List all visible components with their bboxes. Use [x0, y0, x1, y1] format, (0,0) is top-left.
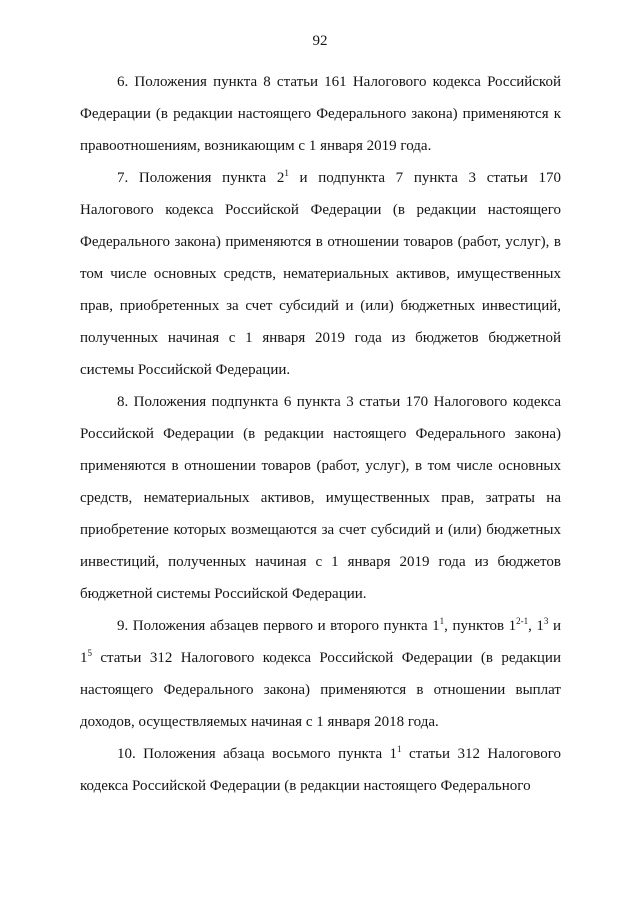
paragraph-7	[80, 162, 561, 386]
text-segment: , 1	[528, 618, 544, 634]
text-segment: и подпункта 7 пункта 3 статьи 170 Налогового кодекса Российской Федерации (в редакции настоящего Федерального закона) применяются в отношении товаров (работ, услуг), в том числе основных средств, нематериальных активов, имущественных прав, приобретенных за счет субсидий и (или) бюджетных инвестиций, полученных начиная с 1 января 2019 года из бюджетов бюджетной системы Российской Федерации.	[80, 170, 561, 378]
paragraph-10	[80, 738, 561, 802]
paragraph-6	[80, 66, 561, 162]
text-segment: , пунктов 1	[444, 618, 517, 634]
superscript-index: 5	[87, 648, 92, 658]
page-number: 92	[312, 33, 328, 49]
text-segment: 6. Положения пункта 8 статьи 161 Налогового кодекса Российской Федерации (в редакции настоящего Федерального закона) применяются к правоотношениям, возникающим с 1 января 2019 года.	[80, 74, 561, 154]
paragraph-8	[80, 386, 561, 610]
document-body	[80, 66, 561, 802]
text-segment: 7. Положения пункта 2	[117, 170, 285, 186]
text-segment: и 1	[80, 618, 562, 666]
superscript-index: 2-1	[516, 616, 529, 626]
text-segment: 8. Положения подпункта 6 пункта 3 статьи 170 Налогового кодекса Российской Федерации (в редакции настоящего Федерального закона) применяются в отношении товаров (работ, услуг), в том числе основных средств, нематериальных активов, имущественных прав, затраты на приобретение которых возмещаются за счет субсидий и (или) бюджетных инвестиций, полученных начиная с 1 января 2019 года из бюджетов бюджетной системы Российской Федерации.	[80, 394, 561, 602]
text-segment: статьи 312 Налогового кодекса Российской Федерации (в редакции настоящего Федерального закона) применяются в отношении выплат доходов, осуществляемых начиная с 1 января 2018 года.	[80, 650, 561, 730]
text-segment: 10. Положения абзаца восьмого пункта 1	[117, 746, 398, 762]
paragraph-9	[80, 610, 561, 738]
superscript-index: 3	[543, 616, 549, 626]
text-segment: 9. Положения абзацев первого и второго пункта 1	[117, 618, 440, 634]
superscript-index: 1	[397, 744, 402, 754]
superscript-index: 1	[284, 168, 289, 178]
text-segment: статьи 312 Налогового кодекса Российской Федерации (в редакции настоящего Федерального	[80, 746, 562, 794]
superscript-index: 1	[439, 616, 445, 626]
